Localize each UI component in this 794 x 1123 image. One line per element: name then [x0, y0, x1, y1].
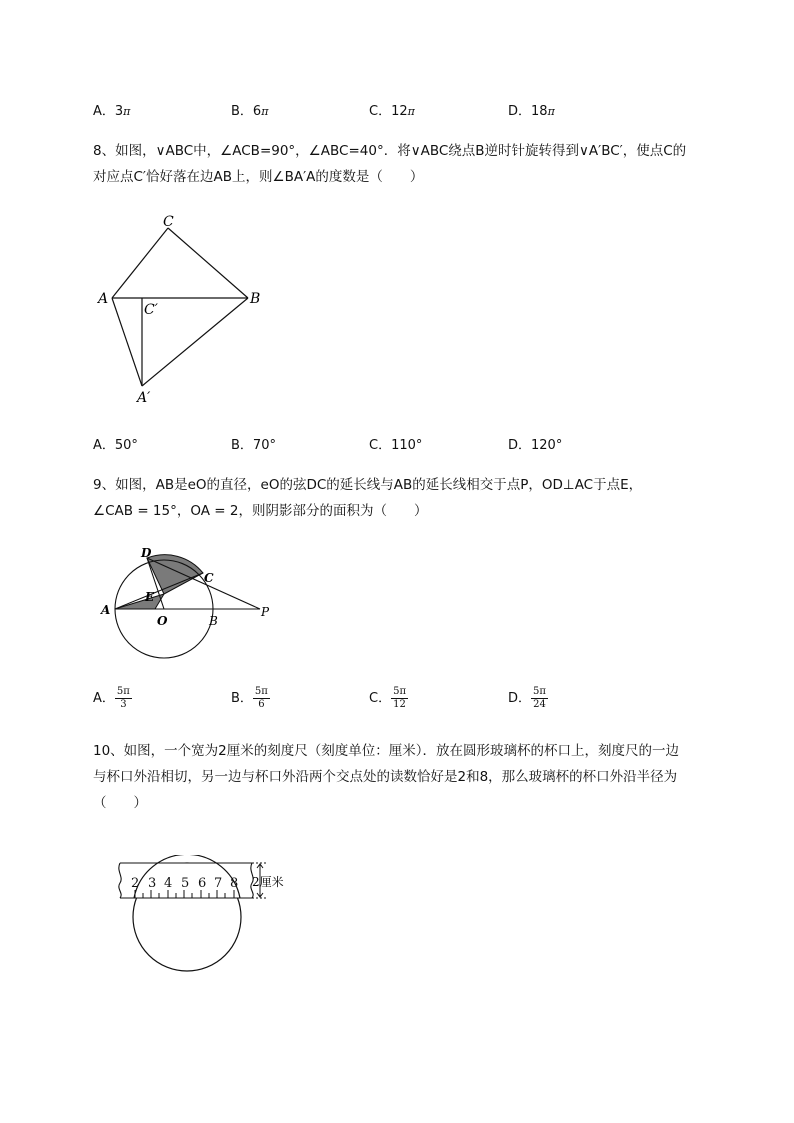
q10-width-label: 2厘米 [252, 875, 284, 889]
q9-option-d: D． $\frac{5\pi}{24}$ [508, 686, 546, 710]
q10-ruler-number-4: 4 [164, 876, 173, 891]
q7-option-c: C．12π [369, 104, 415, 119]
q8-option-c: C．110° [369, 438, 423, 453]
q10-ruler-number-3: 3 [148, 876, 157, 891]
q9-text-line1: 9、如图，AB是eO的直径，eO的弦DC的延长线与AB的延长线相交于点P，OD⊥AC于点E， [93, 477, 643, 493]
q8-option-a: A．50° [93, 438, 138, 453]
q10-ruler-number-6: 6 [198, 876, 207, 891]
q7-option-b: B．6π [231, 104, 269, 119]
q8-segment-cb [168, 228, 248, 298]
q8-label-c: C [163, 214, 174, 230]
q10-text-line3: （ ） [93, 795, 147, 811]
q9-shaded-region-ae [115, 594, 164, 609]
q10-ruler-number-7: 7 [214, 876, 223, 891]
q10-text-line2: 与杯口外沿相切，另一边与杯口外沿两个交点处的读数恰好是2和8，那么玻璃杯的杯口外沿半径为 [93, 769, 678, 785]
q10-ruler-number-8: 8 [230, 876, 239, 891]
q8-segment-a-prime-b [142, 298, 248, 386]
q8-segment-aa-prime [112, 298, 142, 386]
q10-text-line1: 10、如图，一个宽为2厘米的刻度尺（刻度单位：厘米）．放在圆形玻璃杯的杯口上，刻度尺的一边 [93, 743, 680, 759]
q9-label-d: D [141, 546, 152, 560]
q8-option-b: B．70° [231, 438, 276, 453]
q9-label-c: C [204, 571, 214, 585]
q9-text-line2: ∠CAB = 15°，OA = 2，则阴影部分的面积为（ ） [93, 503, 428, 519]
q8-text-line2: 对应点C′恰好落在边AB上，则∠BA′A的度数是（ ） [93, 169, 424, 185]
q9-label-b: B [209, 614, 218, 628]
q9-label-p: P [261, 605, 270, 619]
q8-option-d: D．120° [508, 438, 563, 453]
q8-figure [90, 210, 280, 410]
q10-ruler-number-2: 2 [131, 876, 140, 891]
q7-option-a: A．3π [93, 104, 131, 119]
q8-segment-ac [112, 228, 168, 298]
q8-label-a-prime: A′ [137, 390, 151, 406]
q9-figure [95, 545, 285, 670]
q9-option-a: A． $\frac{5\pi}{3}$ [93, 686, 130, 710]
q7-option-d: D．18π [508, 104, 555, 119]
q9-option-b: B． $\frac{5\pi}{6}$ [231, 686, 268, 710]
q9-label-o: O [157, 614, 168, 628]
q9-option-c: C． $\frac{5\pi}{12}$ [369, 686, 407, 710]
q10-ruler-number-5: 5 [181, 876, 190, 891]
q8-label-c-prime: C′ [144, 302, 158, 318]
q9-label-e: E [145, 590, 155, 604]
q8-label-a: A [98, 291, 109, 307]
q9-label-a: A [101, 603, 111, 617]
q8-label-b: B [250, 291, 261, 307]
q8-text-line1: 8、如图，∨ABC中，∠ACB=90°，∠ABC=40°．将∨ABC绕点B逆时针旋转得到∨A′BC′，使点C的 [93, 143, 687, 159]
q10-figure [110, 855, 310, 980]
